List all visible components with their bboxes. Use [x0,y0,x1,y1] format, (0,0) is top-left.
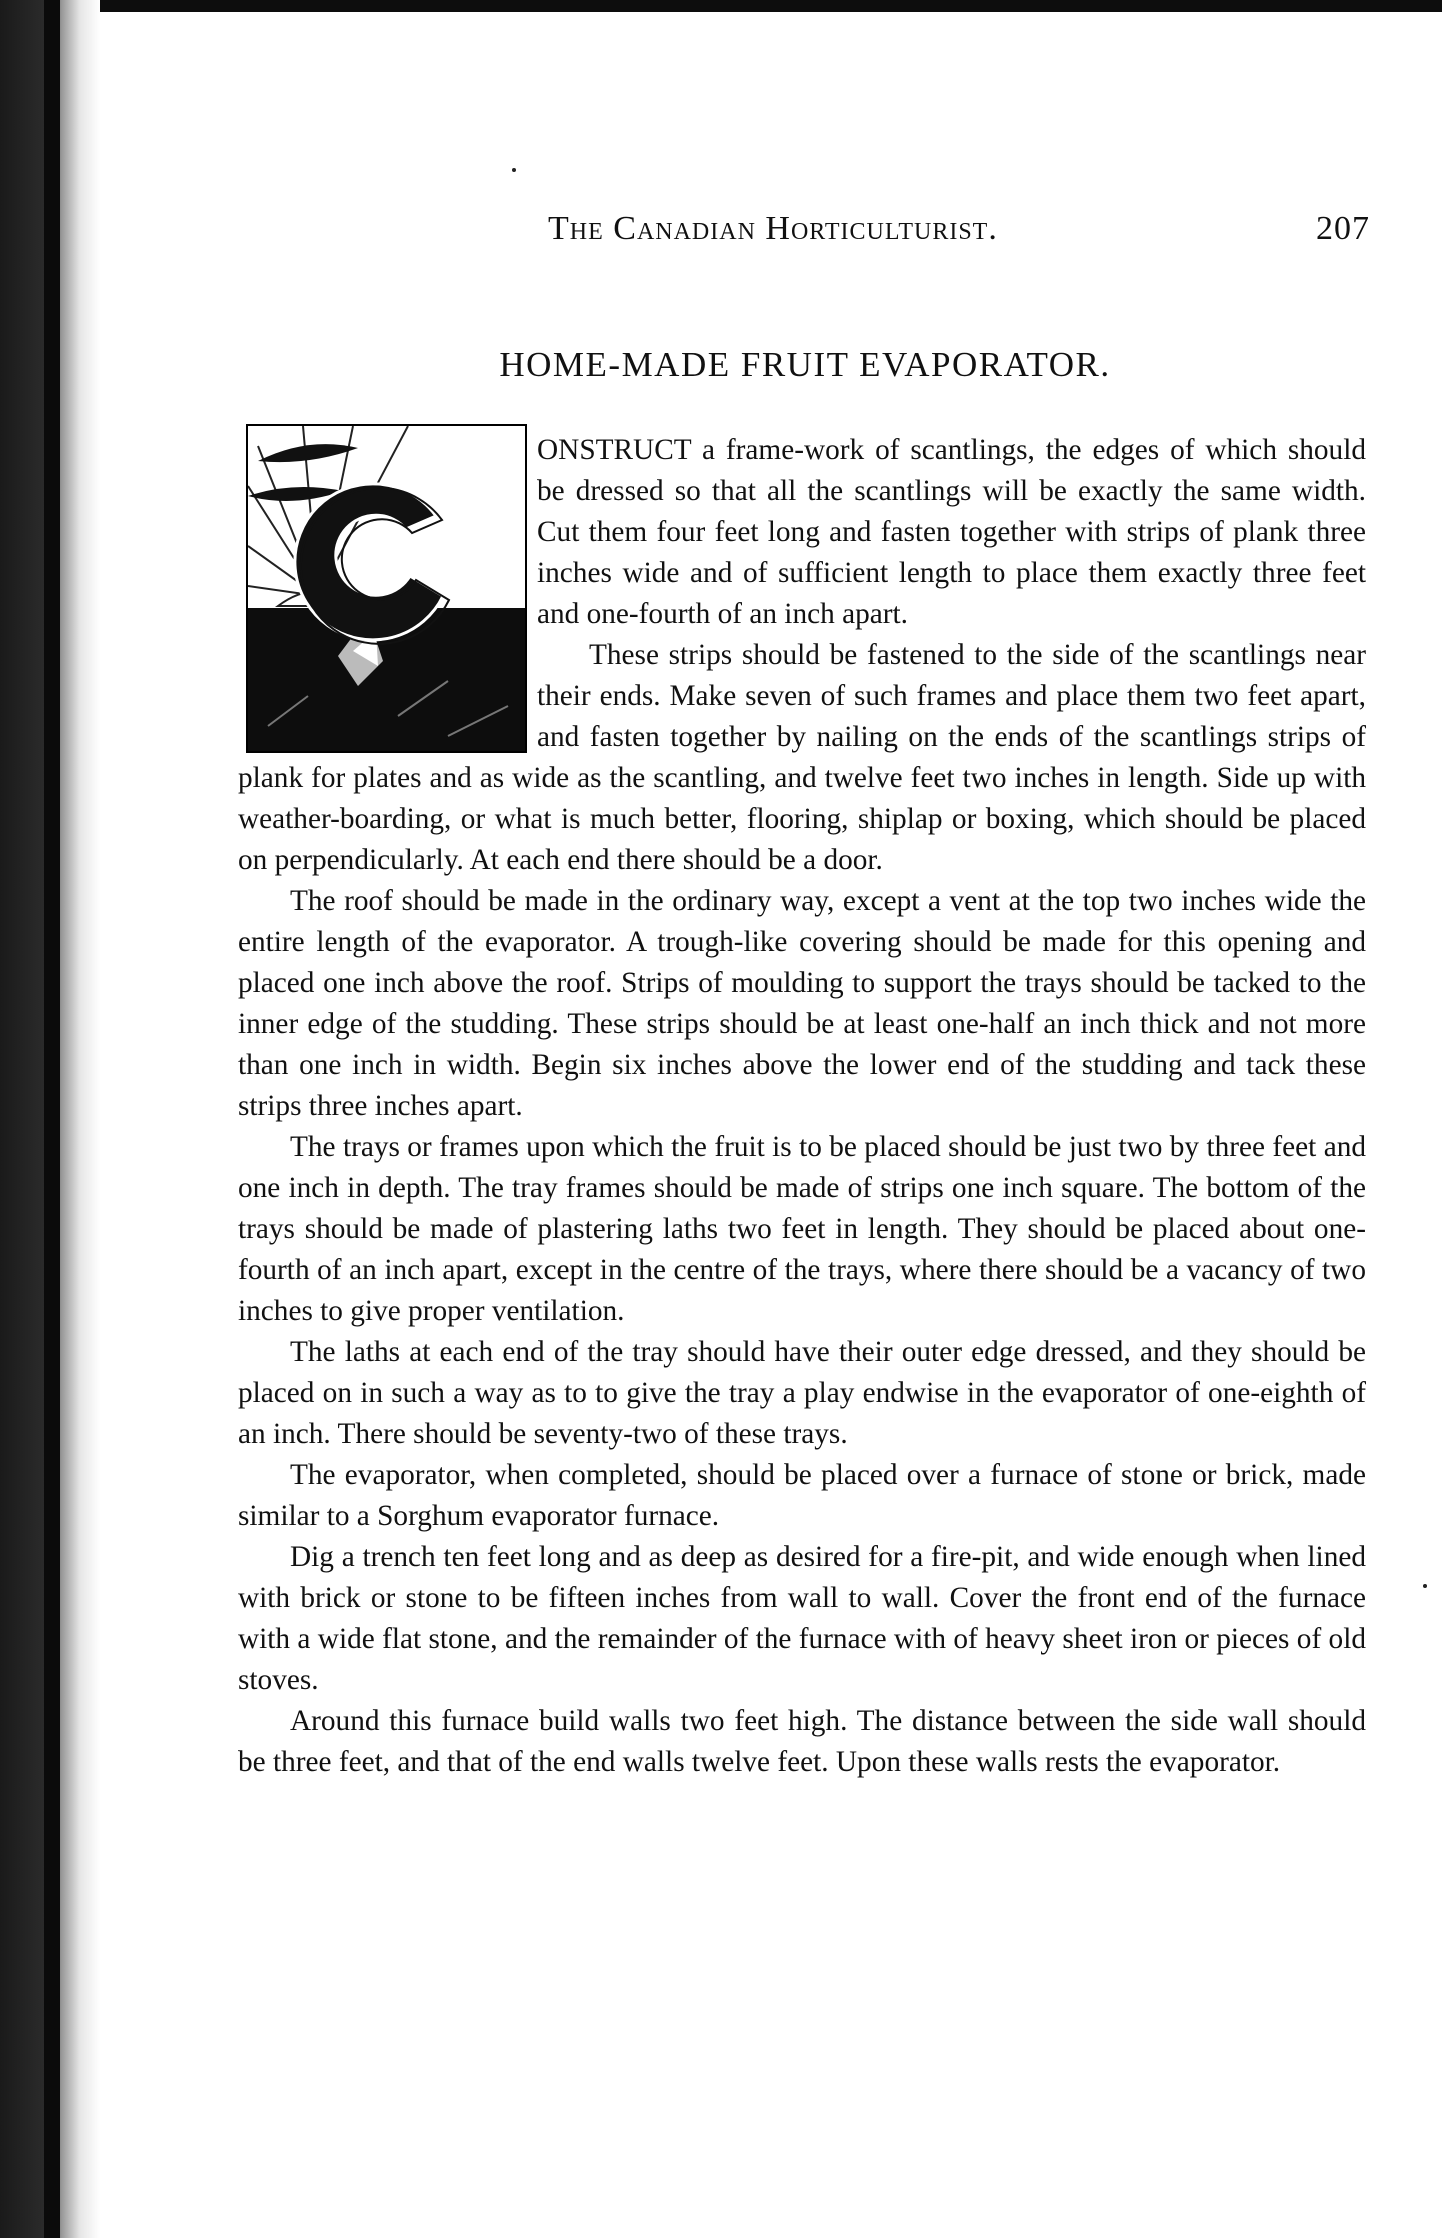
paragraph: The trays or frames upon which the fruit is to be placed should be just two by three feet and one inch in depth. The tray frames should be made of strips one inch square. The bottom of the trays should be made of plastering laths two feet in length. They should be placed about one-fourth of an inch apart, except in the centre of the trays, where there should be a vacancy of two inches to give proper ventilation. [238,1131,1366,1327]
paragraph: These strips should be fastened to the side of the scantlings near their ends. Make seven of such frames and place them two feet apart, and fasten together by nailing on the ends of the scantlings strips of plank for plates and as wide as the scantling, and twelve feet two inches in length. Side up with weather-boarding, or what is much better, flooring, shiplap or boxing, which should be placed on perpendicularly. At each end there should be a door. [238,639,1366,876]
article-body [238,430,1366,1783]
page-top-border [0,0,1442,12]
paragraph: The evaporator, when completed, should be placed over a furnace of stone or brick, made similar to a Sorghum evaporator furnace. [238,1459,1366,1532]
paragraph: Around this furnace build walls two feet high. The distance between the side wall should be three feet, and that of the end walls twelve feet. Upon these walls rests the evaporator. [238,1705,1366,1778]
drop-cap-illustration [246,424,527,753]
running-header [520,210,1370,250]
paragraph: The laths at each end of the tray should have their outer edge dressed, and they should be placed on in such a way as to to give the tray a play endwise in the evaporator of one-eighth of an inch. There should be seventy-two of these trays. [238,1336,1366,1450]
book-binding-edge [0,0,100,2238]
journal-title: The Canadian Horticulturist. [548,210,998,247]
paragraph: Dig a trench ten feet long and as deep as desired for a fire-pit, and wide enough when lined with brick or stone to be fifteen inches from wall to wall. Cover the front end of the furnace with a wide flat stone, and the remainder of the furnace with of heavy sheet iron or pieces of old stoves. [238,1541,1366,1696]
print-speck [1423,1584,1427,1588]
paragraph: ONSTRUCT a frame-work of scantlings, the edges of which should be dressed so that all the scantlings will be exactly the same width. Cut them four feet long and fasten together with strips of plank three inches wide and of sufficient length to place them exactly three feet and one-fourth of an inch apart. [537,434,1366,630]
print-speck [512,168,516,172]
paragraph: The roof should be made in the ordinary way, except a vent at the top two inches wide the entire length of the evaporator. A trough-like covering should be made for this opening and placed one inch above the roof. Strips of moulding to support the trays should be tacked to the inner edge of the studding. These strips should be at least one-half an inch thick and not more than one inch in width. Begin six inches above the lower end of the studding and tack these strips three inches apart. [238,885,1366,1122]
drop-cap-sunrise-icon [248,426,525,751]
article-title: HOME-MADE FRUIT EVAPORATOR. [499,345,1111,384]
page-number: 207 [1316,210,1370,247]
